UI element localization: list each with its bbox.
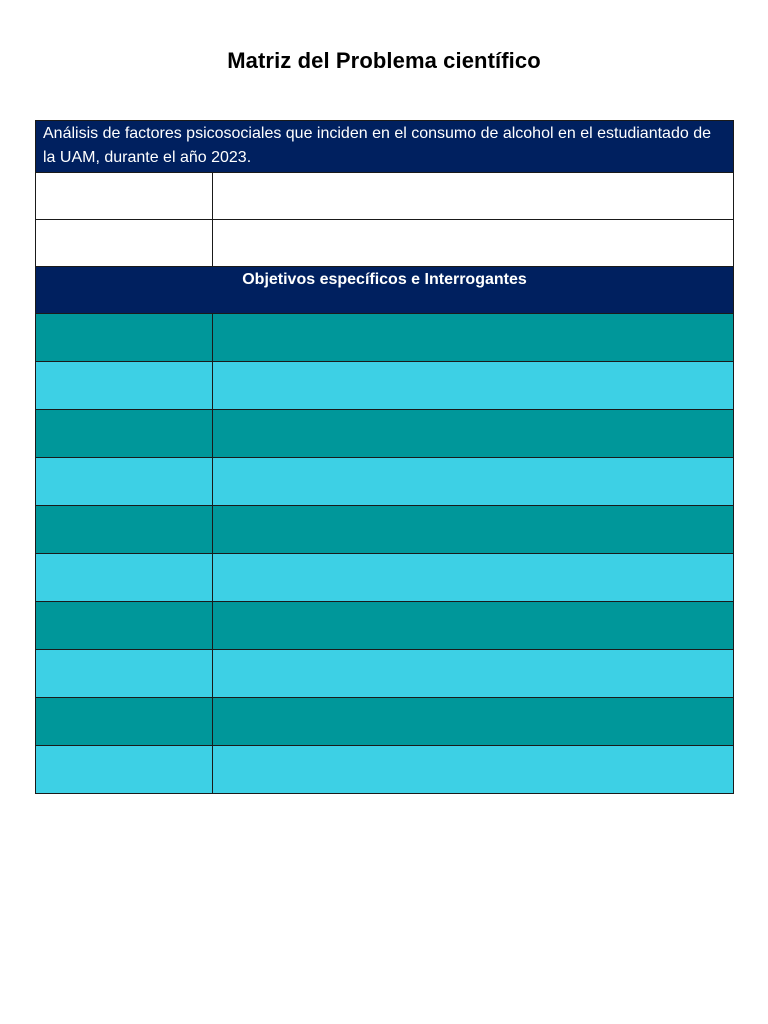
question-cell <box>213 362 734 410</box>
objective-cell <box>36 458 213 506</box>
table-row <box>36 458 734 506</box>
objective-cell <box>36 746 213 794</box>
objective-cell <box>36 602 213 650</box>
table-row <box>36 746 734 794</box>
objective-cell <box>36 314 213 362</box>
table-row <box>36 554 734 602</box>
blank-cell-left <box>36 173 213 220</box>
question-cell <box>213 746 734 794</box>
question-cell <box>213 458 734 506</box>
section-header-row <box>36 267 734 314</box>
objective-cell <box>36 650 213 698</box>
blank-cell-right <box>213 173 734 220</box>
table-row <box>36 173 734 220</box>
question-cell <box>213 602 734 650</box>
table-row <box>36 602 734 650</box>
table-row <box>36 362 734 410</box>
objective-cell <box>36 410 213 458</box>
table-row <box>36 506 734 554</box>
question-cell <box>213 506 734 554</box>
blank-cell-left <box>36 220 213 267</box>
section-header-cell <box>36 267 734 314</box>
question-cell <box>213 554 734 602</box>
question-cell <box>213 698 734 746</box>
table-row <box>36 410 734 458</box>
table-row <box>36 220 734 267</box>
objective-cell <box>36 698 213 746</box>
page-title: Matriz del Problema científico <box>227 48 541 73</box>
table-row <box>36 314 734 362</box>
objective-cell <box>36 506 213 554</box>
table-row <box>36 698 734 746</box>
question-cell <box>213 314 734 362</box>
table-row <box>36 650 734 698</box>
topic-row <box>36 121 734 173</box>
question-cell <box>213 410 734 458</box>
objective-cell <box>36 554 213 602</box>
research-topic: Análisis de factores psicosociales que inciden en el consumo de alcohol en el estudiantado de la UAM, durante el año 2023. <box>36 121 734 173</box>
section-header: Objetivos específicos e Interrogantes <box>242 271 527 288</box>
question-cell <box>213 650 734 698</box>
blank-cell-right <box>213 220 734 267</box>
problem-matrix-table <box>35 120 734 794</box>
objective-cell <box>36 362 213 410</box>
